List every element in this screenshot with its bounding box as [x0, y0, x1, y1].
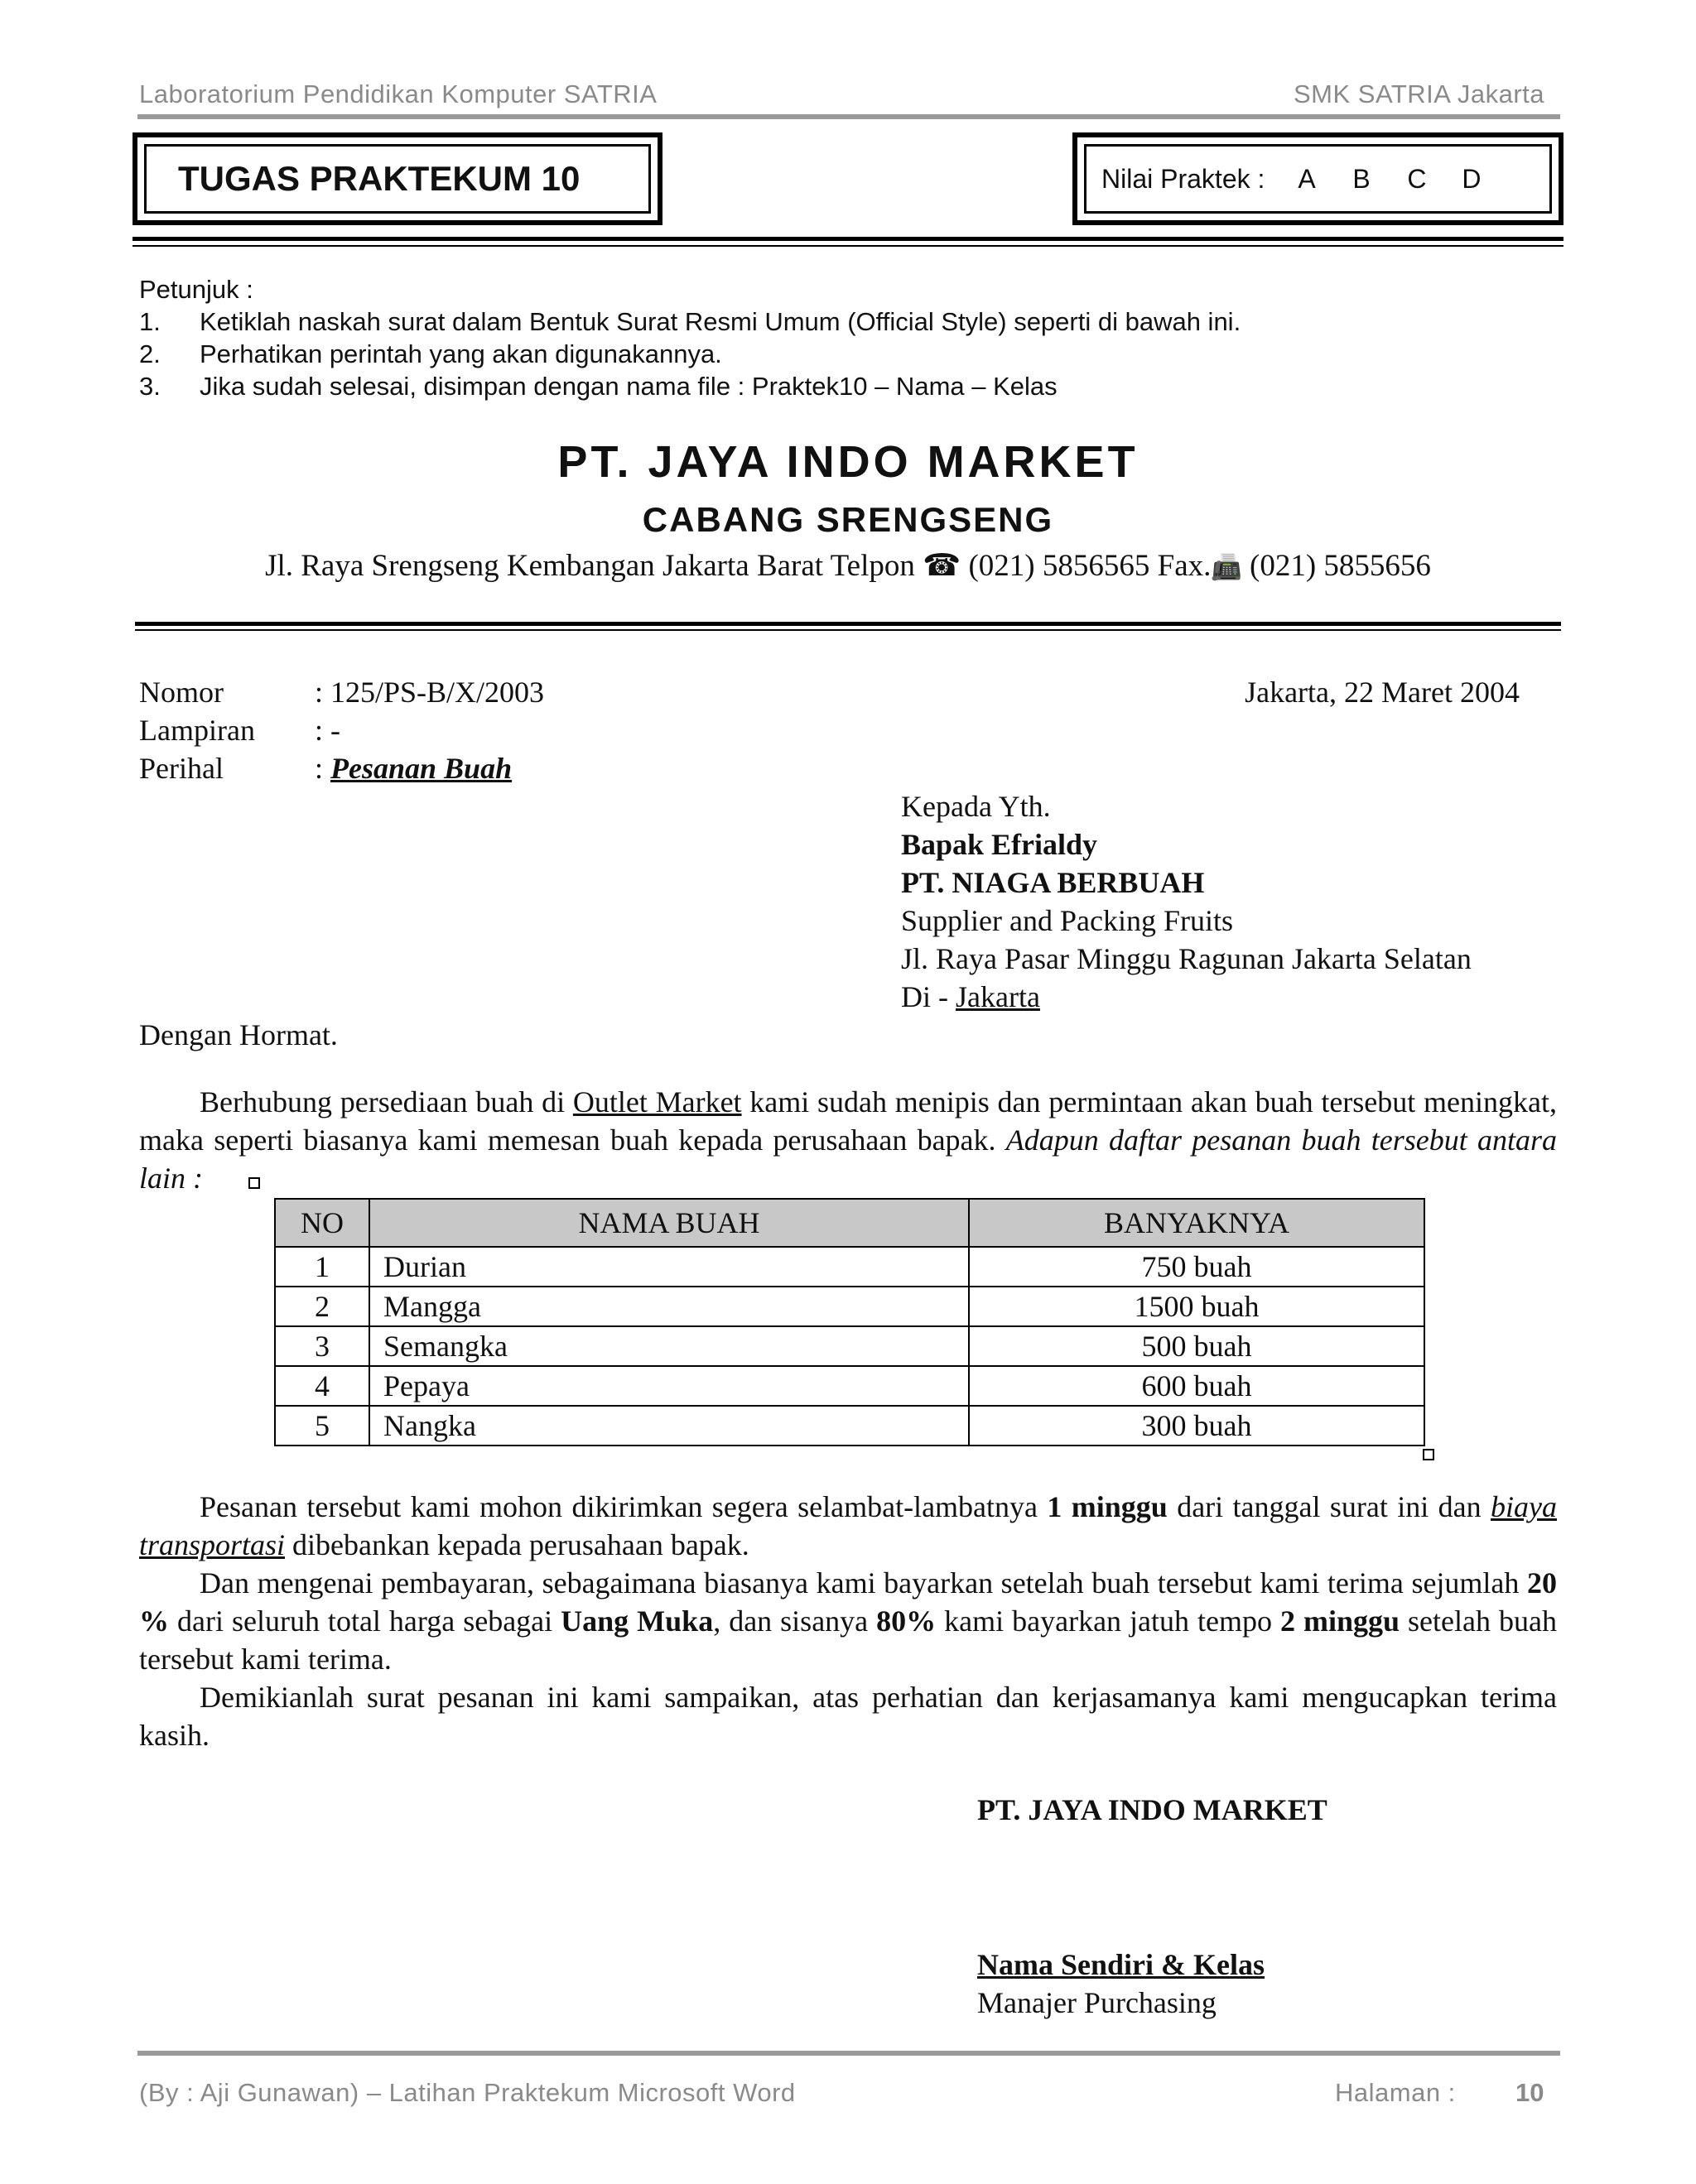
cell-name: Semangka	[369, 1326, 969, 1366]
cell-qty: 750 buah	[969, 1247, 1424, 1287]
salutation: Dengan Hormat.	[139, 1018, 338, 1051]
recipient-address: Jl. Raya Pasar Minggu Ragunan Jakarta Selatan	[901, 942, 1472, 975]
signature-company: PT. JAYA INDO MARKET	[977, 1793, 1327, 1826]
cell-no: 3	[275, 1326, 369, 1366]
footer-page-number: 10	[1515, 2078, 1544, 2107]
cell-no: 1	[275, 1247, 369, 1287]
letterhead-address	[0, 547, 1696, 584]
grade-option-d: D	[1462, 163, 1482, 194]
lampiran-value: : -	[315, 714, 340, 747]
cell-name: Pepaya	[369, 1366, 969, 1406]
nomor-label: Nomor	[139, 676, 224, 709]
table-row	[275, 1247, 1424, 1287]
instruction-item	[139, 305, 1241, 338]
recipient-di-prefix: Di -	[901, 980, 956, 1013]
grade-option-c: C	[1407, 163, 1427, 194]
perihal-label: Perihal	[139, 752, 224, 785]
grade-label: Nilai Praktek :	[1101, 163, 1265, 194]
recipient-block	[901, 787, 1472, 1016]
p2-text-3: dibebankan kepada perusahaan bapak.	[285, 1528, 749, 1561]
table-move-handle[interactable]	[248, 1177, 260, 1189]
cell-qty: 600 buah	[969, 1366, 1424, 1406]
cell-no: 5	[275, 1406, 369, 1446]
lampiran-label: Lampiran	[139, 714, 255, 747]
recipient-company: PT. NIAGA BERBUAH	[901, 866, 1205, 899]
perihal-colon: :	[315, 752, 324, 785]
footer-rule	[137, 2051, 1560, 2056]
table-header-row	[275, 1199, 1424, 1247]
table-row	[275, 1287, 1424, 1326]
recipient-name: Bapak Efrialdy	[901, 828, 1098, 861]
instruction-number: 3.	[139, 372, 161, 401]
title-rule-thin	[132, 245, 1564, 247]
p3-text-2: dari seluruh total harga sebagai	[169, 1604, 561, 1638]
p2-bold: 1 minggu	[1047, 1490, 1168, 1523]
p3-bold-uang-muka: Uang Muka	[561, 1604, 714, 1638]
perihal-value: Pesanan Buah	[330, 752, 513, 785]
header-nama-buah: NAMA BUAH	[369, 1199, 969, 1247]
p2-text: Pesanan tersebut kami mohon dikirimkan segera selambat-lambatnya	[200, 1490, 1048, 1523]
recipient-city-line	[901, 978, 1472, 1016]
header-no: NO	[275, 1199, 369, 1247]
cell-name: Durian	[369, 1247, 969, 1287]
table-resize-handle[interactable]	[1423, 1449, 1434, 1460]
instruction-number: 2.	[139, 339, 161, 368]
header-banyaknya: BANYAKNYA	[969, 1199, 1424, 1247]
p1-outlet-market: Outlet Market	[572, 1085, 742, 1118]
p3-text: Dan mengenai pembayaran, sebagaimana biasanya kami bayarkan setelah buah tersebut kami terima sejumlah	[200, 1566, 1527, 1600]
nomor-value: : 125/PS-B/X/2003	[315, 676, 545, 709]
p1-text: Berhubung persediaan buah di	[200, 1085, 573, 1118]
signature-title: Manajer Purchasing	[977, 1986, 1217, 2019]
table-row	[275, 1406, 1424, 1446]
header-right-text: SMK SATRIA Jakarta	[1293, 79, 1544, 108]
letterhead-company: PT. JAYA INDO MARKET	[557, 437, 1139, 487]
cell-qty: 300 buah	[969, 1406, 1424, 1446]
instruction-text: Jika sudah selesai, disimpan dengan nama file : Praktek10 – Nama – Kelas	[200, 372, 1058, 401]
order-table	[274, 1198, 1425, 1446]
footer-page-label: Halaman :	[1335, 2078, 1456, 2107]
p2-text-2: dari tanggal surat ini dan	[1167, 1490, 1491, 1523]
recipient-city: Jakarta	[956, 980, 1040, 1013]
footer-author: (By : Aji Gunawan) – Latihan Praktekum Microsoft Word	[139, 2078, 796, 2107]
instruction-number: 1.	[139, 307, 161, 336]
table-row	[275, 1366, 1424, 1406]
cell-qty: 1500 buah	[969, 1287, 1424, 1326]
header-rule	[137, 114, 1560, 119]
instruction-item	[139, 370, 1241, 402]
letterhead-rule-thick	[135, 622, 1561, 626]
p3-bold-80: 80%	[876, 1604, 937, 1638]
letter-date: Jakarta, 22 Maret 2004	[1245, 676, 1520, 709]
cell-qty: 500 buah	[969, 1326, 1424, 1366]
fax-number: (021) 5855656	[1250, 549, 1431, 583]
paragraph-2	[139, 1488, 1557, 1564]
cell-name: Nangka	[369, 1406, 969, 1446]
title-rule-thick	[132, 237, 1564, 241]
grade-option-a: A	[1298, 163, 1316, 194]
table-row	[275, 1326, 1424, 1366]
p1-text-2: kami sudah menipis dan permintaan akan buah tersebut meningkat, maka seperti biasanya kami memesan buah kepada perusahaan bapak.	[139, 1085, 1557, 1157]
fax-icon: 📠	[1211, 554, 1242, 581]
p2-transport: biaya transportasi	[139, 1490, 1557, 1561]
p3-text-5: setelah buah tersebut kami terima.	[139, 1604, 1557, 1676]
letterhead-branch: CABANG SRENGSENG	[642, 500, 1054, 539]
signature-name: Nama Sendiri & Kelas	[977, 1948, 1265, 1981]
recipient-description: Supplier and Packing Fruits	[901, 904, 1233, 937]
grade-option-b: B	[1352, 163, 1371, 194]
cell-name: Mangga	[369, 1287, 969, 1326]
assignment-title: TUGAS PRAKTEKUM 10	[178, 159, 581, 198]
phone-icon: ☎	[923, 549, 961, 583]
phone-number: (021) 5856565 Fax.	[968, 549, 1212, 583]
paragraph-4: Demikianlah surat pesanan ini kami sampaikan, atas perhatian dan kerjasamanya kami mengucapkan terima kasih.	[139, 1681, 1557, 1752]
p3-text-4: kami bayarkan jatuh tempo	[936, 1604, 1281, 1638]
grade-box	[1072, 132, 1564, 225]
p3-bold-2-minggu: 2 minggu	[1280, 1604, 1400, 1638]
letterhead-rule-thin	[135, 629, 1561, 631]
title-box	[132, 132, 662, 225]
paragraph-1	[139, 1083, 1557, 1197]
p3-text-3: , dan sisanya	[713, 1604, 877, 1638]
instruction-text: Perhatikan perintah yang akan digunakannya.	[200, 339, 722, 368]
recipient-kepada: Kepada Yth.	[901, 790, 1051, 823]
instructions-label: Petunjuk :	[139, 275, 253, 304]
instruction-text: Ketiklah naskah surat dalam Bentuk Surat Resmi Umum (Official Style) seperti di bawah ini.	[200, 307, 1241, 336]
paragraph-3	[139, 1564, 1557, 1678]
instruction-item	[139, 338, 1241, 370]
p1-italic: Adapun daftar pesanan buah tersebut antara lain :	[139, 1123, 1557, 1195]
grade-options	[1298, 164, 1516, 195]
perihal-value-wrap	[315, 749, 512, 787]
address-text: Jl. Raya Srengseng Kembangan Jakarta Barat Telpon	[265, 549, 915, 583]
header-left-text: Laboratorium Pendidikan Komputer SATRIA	[139, 79, 658, 108]
p3-bold-percent: 20 %	[139, 1566, 1557, 1638]
instructions	[139, 273, 1241, 402]
cell-no: 4	[275, 1366, 369, 1406]
cell-no: 2	[275, 1287, 369, 1326]
